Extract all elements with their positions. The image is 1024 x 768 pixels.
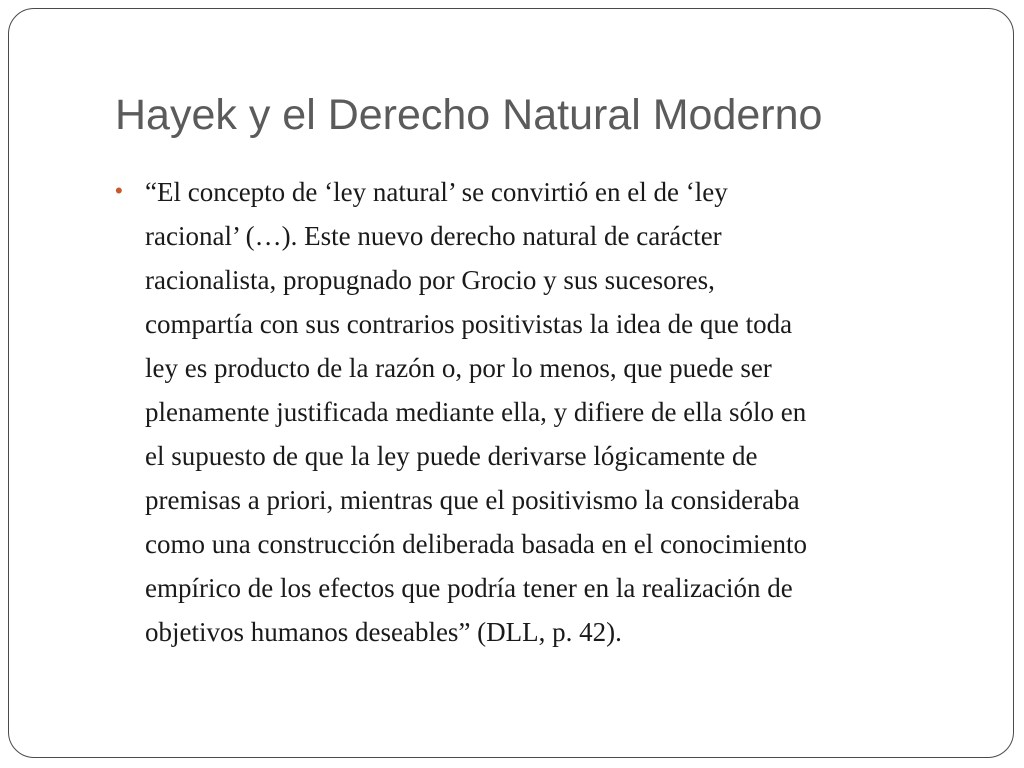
bullet-item	[115, 170, 975, 654]
quote-line: ley es producto de la razón o, por lo menos, que puede ser	[145, 353, 772, 383]
slide-title: Hayek y el Derecho Natural Moderno	[115, 91, 823, 139]
quote-line: objetivos humanos deseables” (DLL, p. 42).	[145, 617, 622, 647]
quote-line: racional’ (…). Este nuevo derecho natural de carácter	[145, 221, 722, 251]
quote-line: plenamente justificada mediante ella, y difiere de ella sólo en	[145, 397, 807, 427]
quote-line: empírico de los efectos que podría tener en la realización de	[145, 573, 793, 603]
quote-line: como una construcción deliberada basada en el conocimiento	[145, 529, 807, 559]
quote-line: premisas a priori, mientras que el positivismo la consideraba	[145, 485, 800, 515]
slide-body	[115, 170, 975, 654]
bullet-icon: •	[115, 178, 123, 203]
quote-line: el supuesto de que la ley puede derivarse lógicamente de	[145, 441, 758, 471]
quote-line: compartía con sus contrarios positivistas la idea de que toda	[145, 309, 793, 339]
quote-line: racionalista, propugnado por Grocio y sus sucesores,	[145, 265, 715, 295]
quote-line: “El concepto de ‘ley natural’ se convirtió en el de ‘ley	[145, 177, 728, 207]
